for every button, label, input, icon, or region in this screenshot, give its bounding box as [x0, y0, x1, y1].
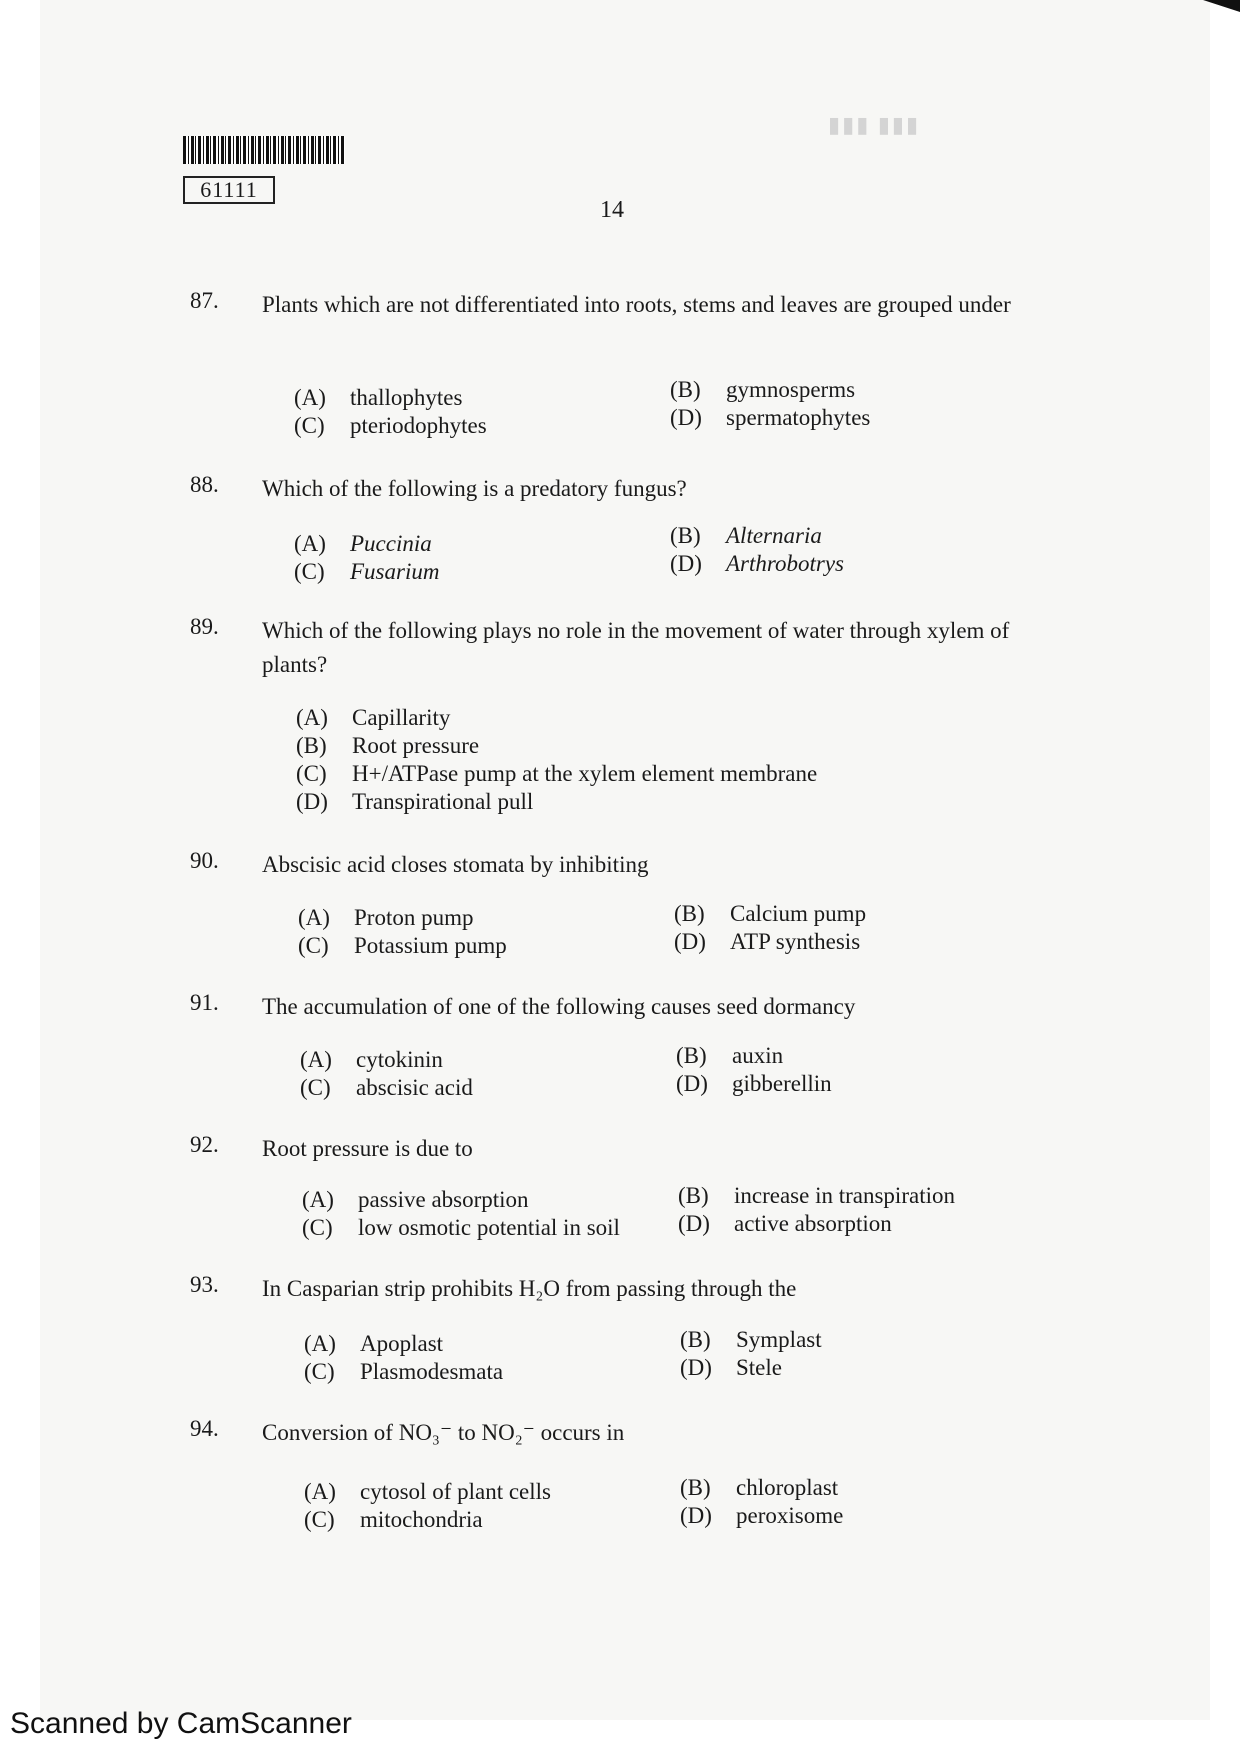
barcode [183, 136, 345, 164]
page-number: 14 [600, 197, 624, 223]
question-number: 94. [190, 1416, 219, 1441]
option-c: (C) Fusarium [294, 559, 440, 584]
question-number: 91. [190, 990, 219, 1015]
camscanner-watermark: Scanned by CamScanner [10, 1707, 352, 1740]
option-a: (A) Puccinia [294, 531, 432, 556]
option-a: (A) Proton pump [298, 905, 474, 930]
option-a: (A) Capillarity [296, 705, 451, 730]
option-c: (C) pteriodophytes [294, 413, 487, 438]
option-d: (D) Transpirational pull [296, 789, 534, 814]
option-b: (B) Symplast [680, 1327, 822, 1352]
question-number: 88. [190, 472, 219, 497]
faint-stamp: ▮▮▮ ▮▮▮ [828, 112, 921, 137]
option-b: (B) Calcium pump [674, 901, 867, 926]
option-a: (A) passive absorption [302, 1187, 529, 1212]
option-b: (B) gymnosperms [670, 377, 856, 402]
option-b: (B) chloroplast [680, 1475, 839, 1500]
question-number: 90. [190, 848, 219, 873]
question-text: Abscisic acid closes stomata by inhibiting [262, 852, 649, 877]
option-b: (B) Alternaria [670, 523, 822, 548]
option-a: (A) cytosol of plant cells [304, 1479, 551, 1504]
option-c: (C) abscisic acid [300, 1075, 473, 1100]
option-d: (D) Arthrobotrys [670, 551, 844, 576]
question-text: Root pressure is due to [262, 1136, 473, 1161]
question-text: The accumulation of one of the following causes seed dormancy [262, 994, 856, 1019]
option-d: (D) active absorption [678, 1211, 892, 1236]
option-a: (A) thallophytes [294, 385, 463, 410]
question-text: Which of the following is a predatory fungus? [262, 476, 687, 501]
option-d: (D) gibberellin [676, 1071, 832, 1096]
question-text: Conversion of NO₃⁻ to NO₂⁻ occurs in [262, 1420, 625, 1445]
question-text: Which of the following plays no role in the movement of water through xylem of plants? [262, 618, 1010, 677]
option-c: (C) Potassium pump [298, 933, 507, 958]
question-number: 89. [190, 614, 219, 639]
question-number: 87. [190, 288, 219, 313]
question-text: In Casparian strip prohibits H₂O from passing through the [262, 1276, 797, 1301]
option-a: (A) Apoplast [304, 1331, 444, 1356]
question-number: 93. [190, 1272, 219, 1297]
option-d: (D) spermatophytes [670, 405, 871, 430]
paper-code: 61111 [183, 176, 275, 204]
option-c: (C) H+/ATPase pump at the xylem element membrane [296, 761, 818, 786]
option-d: (D) ATP synthesis [674, 929, 861, 954]
option-c: (C) mitochondria [304, 1507, 483, 1532]
question-text: Plants which are not differentiated into roots, stems and leaves are grouped under [262, 292, 1011, 317]
option-c: (C) low osmotic potential in soil [302, 1215, 620, 1240]
option-c: (C) Plasmodesmata [304, 1359, 504, 1384]
question-number: 92. [190, 1132, 219, 1157]
option-b: (B) auxin [676, 1043, 784, 1068]
option-b: (B) increase in transpiration [678, 1183, 955, 1208]
option-a: (A) cytokinin [300, 1047, 443, 1072]
option-d: (D) peroxisome [680, 1503, 844, 1528]
option-d: (D) Stele [680, 1355, 782, 1380]
option-b: (B) Root pressure [296, 733, 480, 758]
